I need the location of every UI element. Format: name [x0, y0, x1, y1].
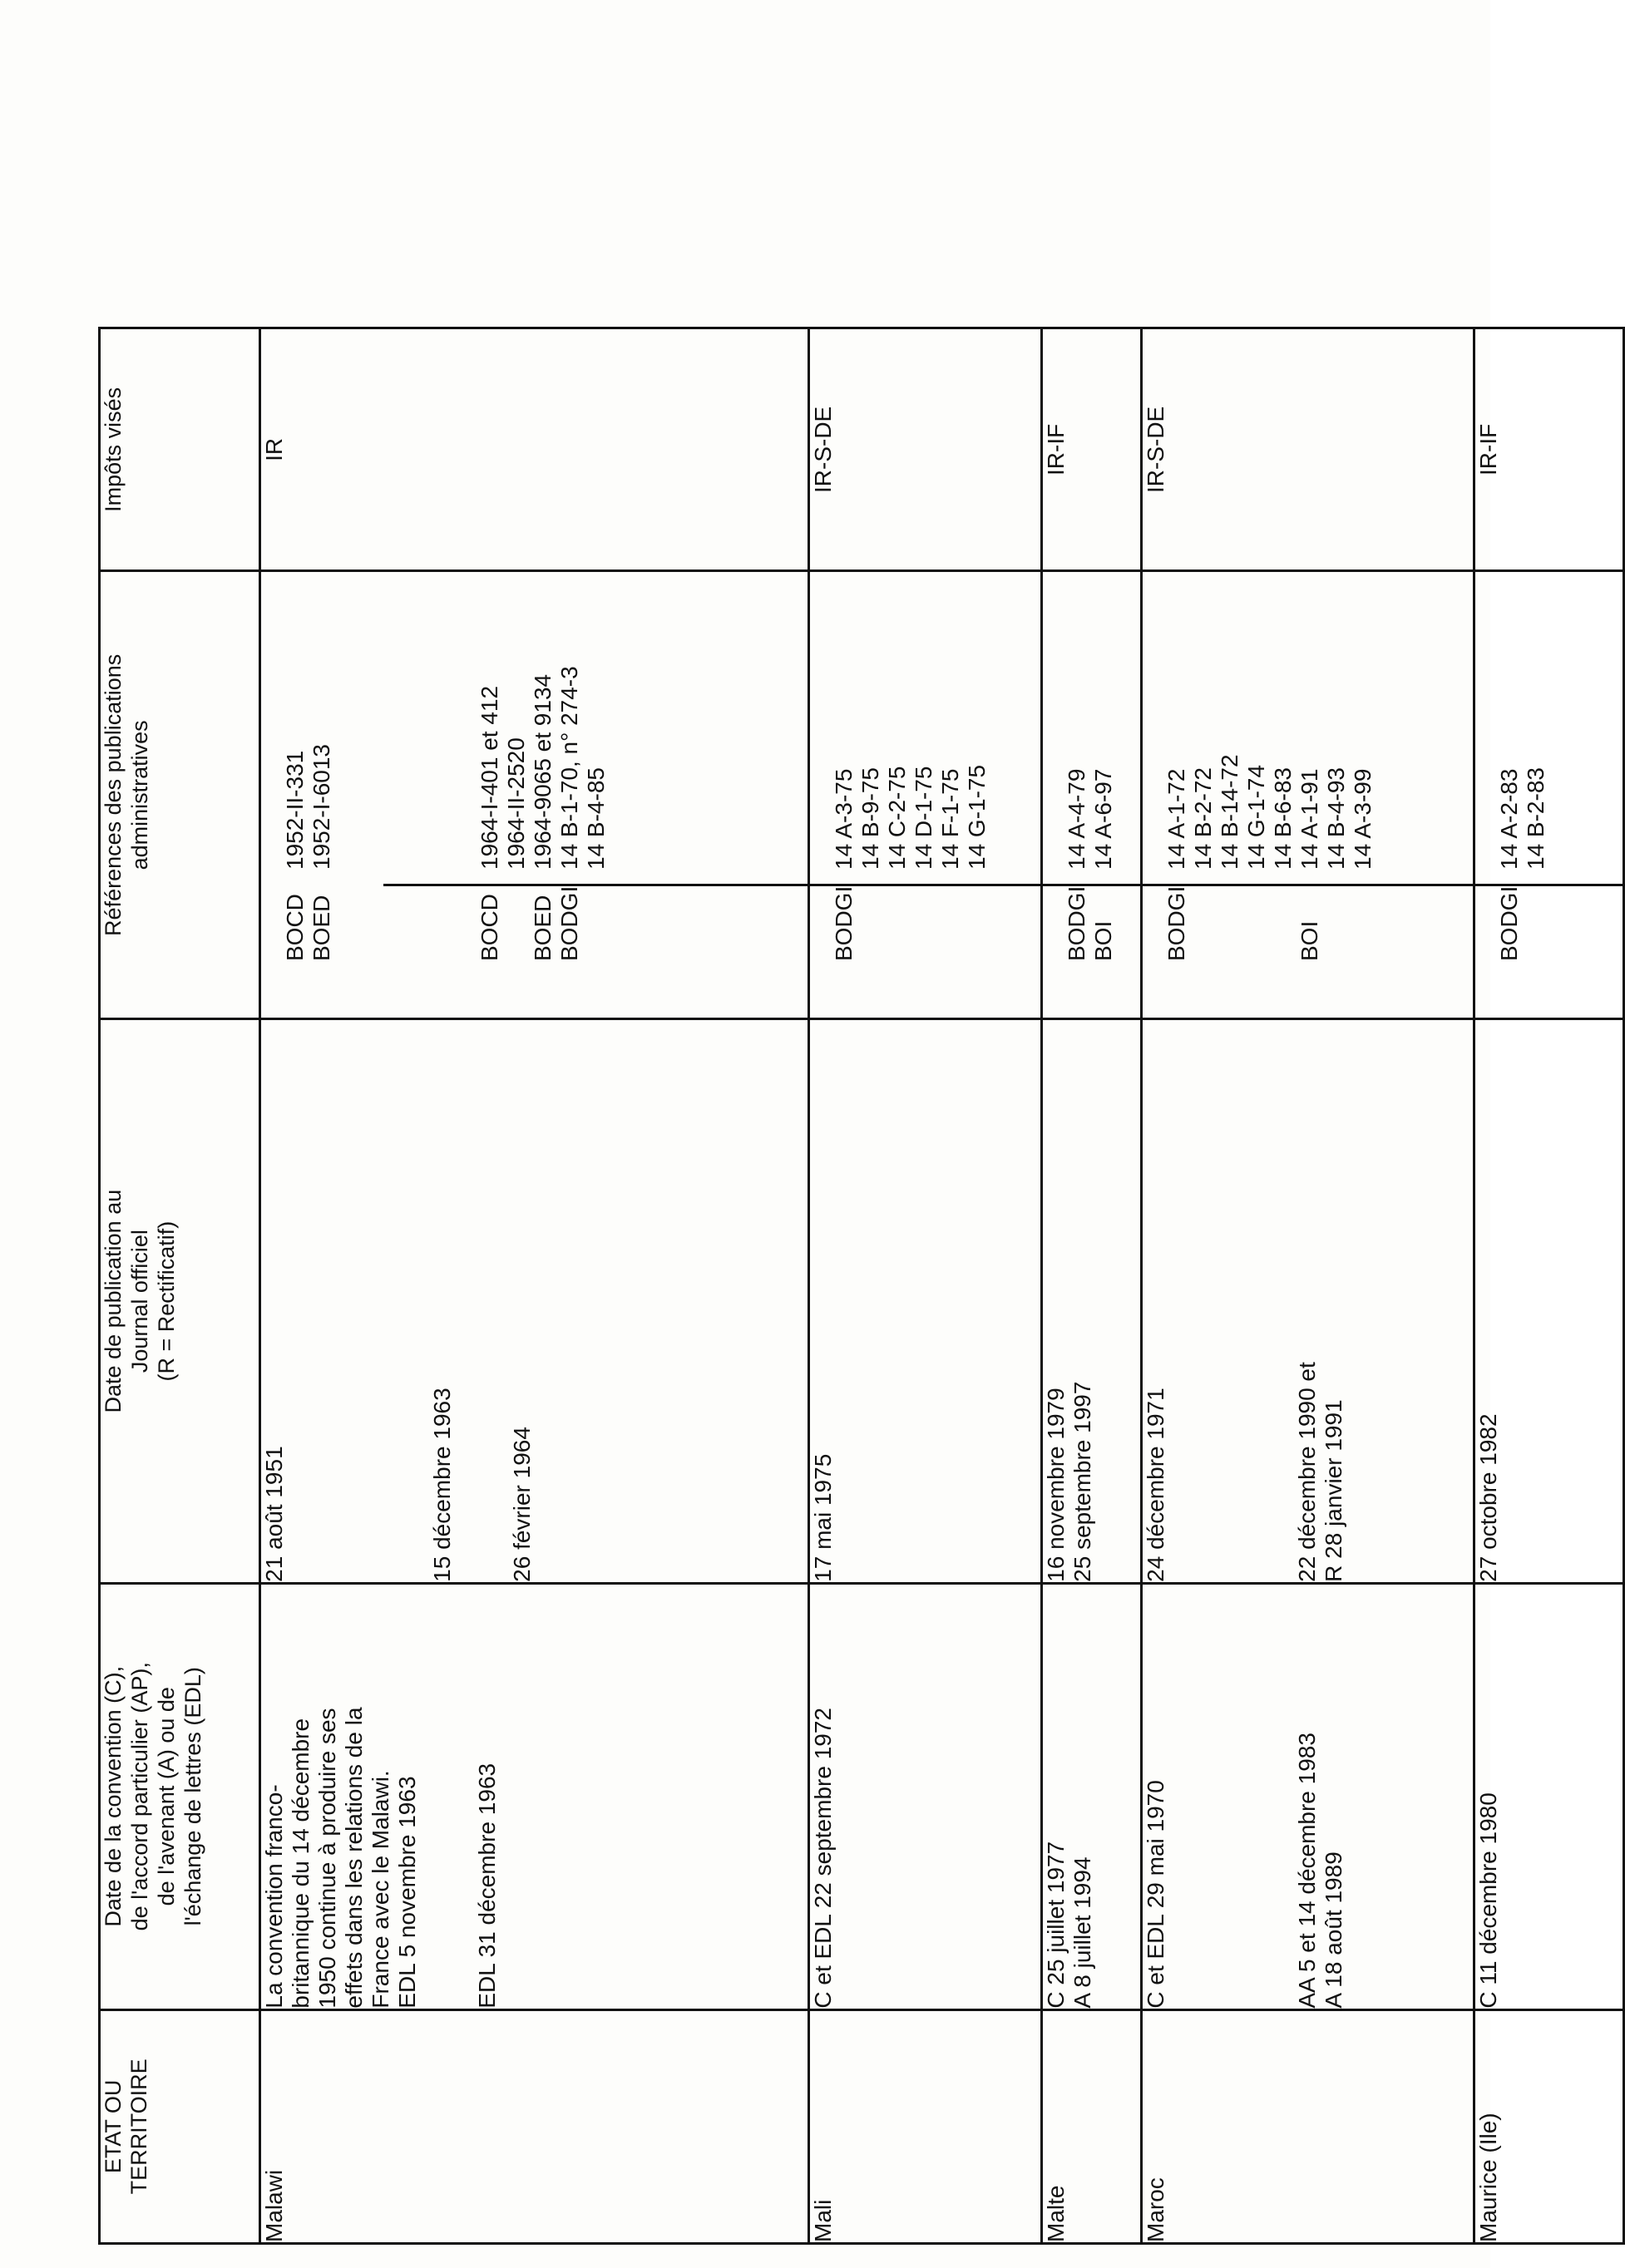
reference-line: BOED	[309, 895, 334, 961]
cell-convention: La convention franco- britannique du 14 décembre 1950 continue à produire ses effets dans les relations de la France avec le Malawi. EDL 5 novembre 1963 EDL 31 décembre 1963	[260, 1583, 809, 2009]
conventions-table	[98, 93, 1625, 2245]
header-row	[100, 95, 260, 2244]
reference-line: 14 A-2-83	[1496, 768, 1522, 870]
cell-impots: IR-S-DE	[809, 328, 1042, 571]
cell-impots: IR-IF	[1042, 328, 1142, 571]
reference-line: BODGI	[556, 885, 582, 961]
cell-convention: C et EDL 22 septembre 1972	[809, 1583, 1042, 2009]
cell-convention: C et EDL 29 mai 1970 AA 5 et 14 décembre 1983 A 18 août 1989	[1142, 1583, 1474, 2009]
rotated-table-container	[98, 93, 1548, 2245]
row-maroc	[1142, 95, 1474, 2244]
header-date-publication: Date de publication au Journal officiel (R = Rectificatif)	[100, 1019, 260, 1583]
reference-line: 14 F-1-75	[937, 768, 963, 870]
reference-line: BODGI	[831, 885, 857, 961]
reference-line: BOCD	[477, 894, 502, 961]
reference-line: 1964-II-2520	[503, 737, 529, 870]
reference-line: BOI	[1090, 920, 1116, 961]
reference-line: 14 B-2-72	[1190, 767, 1216, 870]
header-references: Références des publications administratives	[100, 571, 260, 1019]
reference-line: 14 B-14-72	[1217, 754, 1242, 870]
row-malawi	[260, 95, 809, 2244]
cell-publication: 16 novembre 1979 25 septembre 1997	[1042, 1019, 1142, 1583]
reference-line: 14 A-3-75	[831, 768, 857, 870]
reference-line: 14 A-3-99	[1350, 768, 1376, 870]
reference-line: BOCD	[282, 894, 308, 961]
reference-line: 1964-9065 et 9134	[530, 673, 556, 870]
reference-line: 14 B-1-70, n° 274-3	[556, 666, 582, 870]
reference-line: 14 G-1-75	[964, 764, 990, 870]
cell-etat: Malawi	[260, 2009, 809, 2243]
reference-line: 14 C-2-75	[884, 766, 910, 870]
cell-publication: 27 octobre 1982	[1474, 1019, 1624, 1583]
cell-impots: IR	[260, 328, 809, 571]
reference-line: 1964-I-401 et 412	[477, 685, 502, 870]
cell-etat: Malte	[1042, 2009, 1142, 2243]
reference-line: BOED	[530, 895, 556, 961]
row-mali	[809, 95, 1042, 2244]
reference-line: 14 B-4-85	[583, 767, 609, 870]
cell-publication: 24 décembre 1971 22 décembre 1990 et R 28 janvier 1991	[1142, 1019, 1474, 1583]
reference-line: 14 A-4-79	[1064, 768, 1089, 870]
reference-line: BODGI	[1496, 885, 1522, 961]
reference-line: BOI	[1297, 920, 1322, 961]
reference-line: 14 A-1-91	[1297, 768, 1322, 870]
cell-etat: Maurice (Ile)	[1474, 2009, 1624, 2243]
reference-line: BODGI	[1163, 885, 1189, 961]
row-maurice	[1474, 95, 1624, 2244]
cell-publication: 21 août 1951 15 décembre 1963 26 février 1964	[260, 1019, 809, 1583]
cell-references	[1042, 571, 1142, 1019]
reference-line: BODGI	[1064, 885, 1089, 961]
cell-etat: Maroc	[1142, 2009, 1474, 2243]
cell-references	[260, 571, 809, 1019]
reference-line: 14 A-6-97	[1090, 768, 1116, 870]
cell-convention: C 11 décembre 1980	[1474, 1583, 1624, 2009]
reference-line: 1952-II-331	[282, 750, 308, 870]
cell-references	[1142, 571, 1474, 1019]
cell-etat: Mali	[809, 2009, 1042, 2243]
reference-line: 14 A-1-72	[1163, 768, 1189, 870]
reference-line: 14 G-1-74	[1243, 764, 1269, 870]
cell-impots: IR-S-DE	[1142, 328, 1474, 571]
reference-line: 14 B-2-83	[1523, 767, 1548, 870]
cell-references	[809, 571, 1042, 1019]
reference-line: 14 B-4-93	[1323, 767, 1349, 870]
reference-line: 14 B-6-83	[1270, 767, 1296, 870]
cell-convention: C 25 juillet 1977 A 8 juillet 1994	[1042, 1583, 1142, 2009]
cell-impots: IR-IF	[1474, 328, 1624, 571]
reference-line: 1952-I-6013	[309, 743, 334, 870]
cell-publication: 17 mai 1975	[809, 1019, 1042, 1583]
header-date-convention: Date de la convention (C), de l'accord particulier (AP), de l'avenant (A) ou de l'échange de lettres (EDL)	[100, 1583, 260, 2009]
reference-line: 14 D-1-75	[911, 766, 936, 870]
cell-references	[1474, 571, 1624, 1019]
header-impots: Impôts visés	[100, 328, 260, 571]
header-etat: ETAT OU TERRITOIRE	[100, 2009, 260, 2243]
row-malte	[1042, 95, 1142, 2244]
reference-line: 14 B-9-75	[857, 767, 883, 870]
